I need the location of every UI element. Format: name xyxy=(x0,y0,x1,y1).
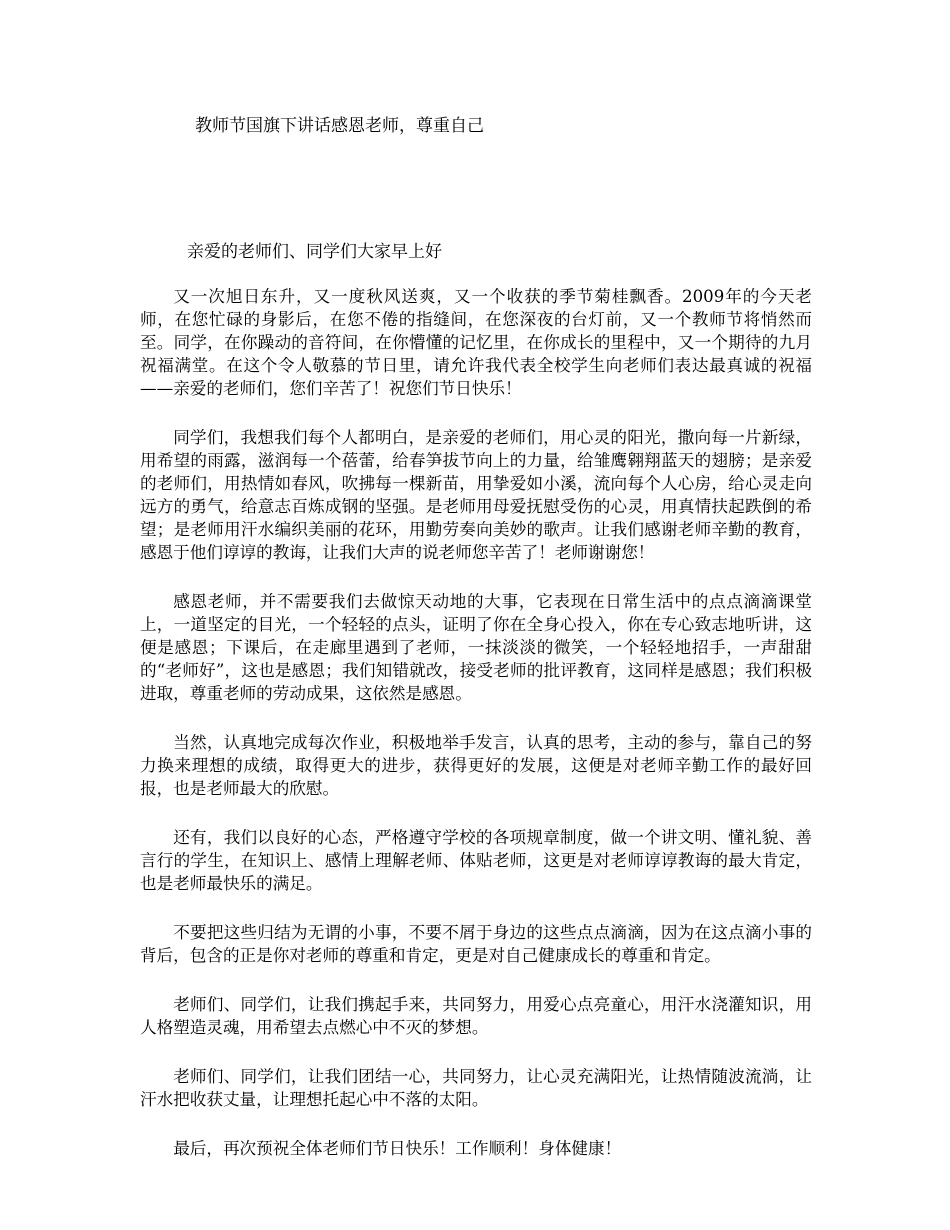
paragraph-4: 当然，认真地完成每次作业，积极地举手发言，认真的思考，主动的参与，靠自己的努力换来理想的成绩，取得更大的进步，获得更好的发展，这便是对老师辛勤工作的最好回报，也是老师最大的欣慰。 xyxy=(140,733,812,798)
paragraph-1: 又一次旭日东升，又一度秋风送爽，又一个收获的季节菊桂飘香。2009年的今天老师，在您忙碌的身影后，在您不倦的指缝间，在您深夜的台灯前，又一个教师节将悄然而至。同学，在你躁动的音符间，在你懵懂的记忆里，在你成长的里程中，又一个期待的九月祝福满堂。在这个令人敬慕的节日里，请允许我代表全校学生向老师们表达最真诚的祝福——亲爱的老师们，您们辛苦了！祝您们节日快乐！ xyxy=(140,287,812,398)
greeting-line: 亲爱的老师们、同学们大家早上好 xyxy=(187,242,442,262)
paragraph-9: 最后，再次预祝全体老师们节日快乐！工作顺利！身体健康！ xyxy=(173,1139,622,1158)
paragraph-7: 老师们、同学们，让我们携起手来，共同努力，用爱心点亮童心，用汗水浇灌知识，用人格塑造灵魂，用希望去点燃心中不灭的梦想。 xyxy=(140,995,812,1037)
paragraph-8: 老师们、同学们，让我们团结一心，共同努力，让心灵充满阳光，让热情随波流淌，让汗水把收获丈量，让理想托起心中不落的太阳。 xyxy=(140,1067,812,1109)
document-title: 教师节国旗下讲话感恩老师，尊重自己 xyxy=(195,116,484,136)
speech-body xyxy=(140,285,812,1186)
paragraph-5: 还有，我们以良好的心态，严格遵守学校的各项规章制度，做一个讲文明、懂礼貌、善言行的学生，在知识上、感情上理解老师、体贴老师，这更是对老师谆谆教诲的最大肯定，也是老师最快乐的满足。 xyxy=(140,828,812,893)
paragraph-3: 感恩老师，并不需要我们去做惊天动地的大事，它表现在日常生活中的点点滴滴课堂上，一道坚定的目光，一个轻轻的点头，证明了你在全身心投入，你在专心致志地听讲，这便是感恩；下课后，在走廊里遇到了老师，一抹淡淡的微笑，一个轻轻地招手，一声甜甜的“老师好”，这也是感恩；我们知错就改，接受老师的批评教育，这同样是感恩；我们积极进取，尊重老师的劳动成果，这依然是感恩。 xyxy=(140,592,812,703)
paragraph-2: 同学们，我想我们每个人都明白，是亲爱的老师们，用心灵的阳光，撒向每一片新绿，用希望的雨露，滋润每一个蓓蕾，给春笋拔节向上的力量，给雏鹰翱翔蓝天的翅膀；是亲爱的老师们，用热情如春风，吹拂每一棵新苗，用挚爱如小溪，流向每个人心房，给心灵走向远方的勇气，给意志百炼成钢的坚强。是老师用母爱抚慰受伤的心灵，用真情扶起跌倒的希望；是老师用汗水编织美丽的花环，用勤劳奏向美妙的歌声。让我们感谢老师辛勤的教育，感恩于他们谆谆的教诲，让我们大声的说老师您辛苦了！老师谢谢您！ xyxy=(140,428,812,562)
paragraph-6: 不要把这些归结为无谓的小事，不要不屑于身边的这些点点滴滴，因为在这点滴小事的背后，包含的正是你对老师的尊重和肯定，更是对自己健康成长的尊重和肯定。 xyxy=(140,923,812,965)
